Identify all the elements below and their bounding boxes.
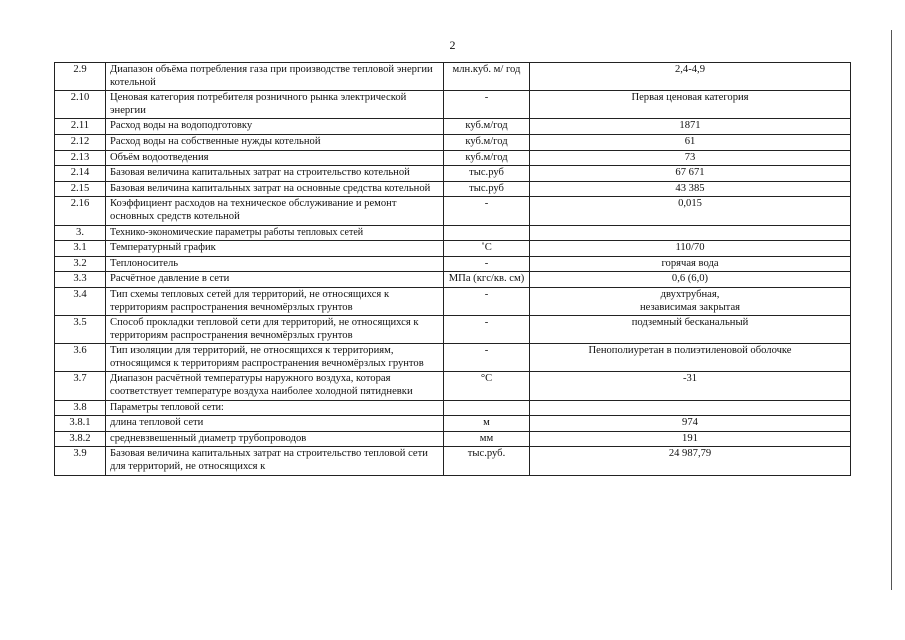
row-unit: - xyxy=(444,91,530,119)
row-number: 2.13 xyxy=(55,150,106,166)
row-number: 2.14 xyxy=(55,166,106,182)
table-row xyxy=(55,166,851,182)
row-value: 67 671 xyxy=(530,166,851,182)
row-unit: - xyxy=(444,316,530,344)
row-name: Температурный график xyxy=(106,241,444,257)
row-number: 2.9 xyxy=(55,63,106,91)
row-number: 3.2 xyxy=(55,256,106,272)
row-name: Расход воды на водоподготовку xyxy=(106,119,444,135)
row-number: 3.8 xyxy=(55,400,106,416)
row-value: 0,6 (6,0) xyxy=(530,272,851,288)
table-row xyxy=(55,416,851,432)
row-name: Способ прокладки тепловой сети для территорий, не относящихся к территориям распространения вечномёрзлых грунтов xyxy=(106,316,444,344)
page-edge-line xyxy=(891,30,892,590)
table-row xyxy=(55,287,851,315)
row-name: Базовая величина капитальных затрат на строительство тепловой сети для территорий, не относящихся к xyxy=(106,447,444,475)
table-row xyxy=(55,225,851,241)
table-row xyxy=(55,134,851,150)
row-value: Первая ценовая категория xyxy=(530,91,851,119)
row-number: 3.9 xyxy=(55,447,106,475)
row-value: двухтрубная, независимая закрытая xyxy=(530,287,851,315)
row-name: Коэффициент расходов на техническое обслуживание и ремонт основных средств котельной xyxy=(106,197,444,225)
row-name: Теплоноситель xyxy=(106,256,444,272)
table-row xyxy=(55,181,851,197)
row-name: Диапазон расчётной температуры наружного воздуха, которая соответствует температуре воздуха наиболее холодной пятидневки xyxy=(106,372,444,400)
row-number: 2.15 xyxy=(55,181,106,197)
row-value: -31 xyxy=(530,372,851,400)
row-value xyxy=(530,225,851,241)
row-name: Параметры тепловой сети: xyxy=(106,400,444,416)
row-number: 3.1 xyxy=(55,241,106,257)
row-value: 61 xyxy=(530,134,851,150)
row-unit xyxy=(444,400,530,416)
row-unit: - xyxy=(444,287,530,315)
row-value: 73 xyxy=(530,150,851,166)
row-unit: ˚С xyxy=(444,241,530,257)
parameters-table-body xyxy=(55,63,851,476)
row-value: горячая вода xyxy=(530,256,851,272)
table-row xyxy=(55,256,851,272)
row-unit: м xyxy=(444,416,530,432)
row-value: 43 385 xyxy=(530,181,851,197)
row-name: Диапазон объёма потребления газа при производстве тепловой энергии котельной xyxy=(106,63,444,91)
row-unit: тыс.руб xyxy=(444,181,530,197)
row-number: 2.12 xyxy=(55,134,106,150)
row-value: 1871 xyxy=(530,119,851,135)
row-name: Тип схемы тепловых сетей для территорий, не относящихся к территориям распространения вечномёрзлых грунтов xyxy=(106,287,444,315)
parameters-table xyxy=(54,62,851,476)
row-name: Объём водоотведения xyxy=(106,150,444,166)
row-number: 2.16 xyxy=(55,197,106,225)
table-row xyxy=(55,400,851,416)
row-unit: куб.м/год xyxy=(444,134,530,150)
table-row xyxy=(55,344,851,372)
row-number: 3.8.2 xyxy=(55,431,106,447)
row-unit: - xyxy=(444,344,530,372)
row-name: Расчётное давление в сети xyxy=(106,272,444,288)
row-name: Базовая величина капитальных затрат на основные средства котельной xyxy=(106,181,444,197)
row-unit: мм xyxy=(444,431,530,447)
row-name: Технико-экономические параметры работы тепловых сетей xyxy=(106,225,444,241)
row-unit: млн.куб. м/ год xyxy=(444,63,530,91)
table-row xyxy=(55,431,851,447)
row-value: Пенополиуретан в полиэтиленовой оболочке xyxy=(530,344,851,372)
row-value: 110/70 xyxy=(530,241,851,257)
row-unit: - xyxy=(444,256,530,272)
row-unit: куб.м/год xyxy=(444,150,530,166)
row-value: подземный бесканальный xyxy=(530,316,851,344)
page-number: 2 xyxy=(449,38,456,52)
row-unit: тыс.руб. xyxy=(444,447,530,475)
table-row xyxy=(55,150,851,166)
table-row xyxy=(55,272,851,288)
row-number: 3. xyxy=(55,225,106,241)
table-row xyxy=(55,372,851,400)
row-value: 0,015 xyxy=(530,197,851,225)
table-row xyxy=(55,316,851,344)
row-value xyxy=(530,400,851,416)
row-name: Тип изоляции для территорий, не относящихся к территориям, относящимся к территориям распространения вечномёрзлых грунтов xyxy=(106,344,444,372)
row-unit: °С xyxy=(444,372,530,400)
row-name: средневзвешенный диаметр трубопроводов xyxy=(106,431,444,447)
row-name: длина тепловой сети xyxy=(106,416,444,432)
row-value: 191 xyxy=(530,431,851,447)
row-number: 3.5 xyxy=(55,316,106,344)
row-number: 3.3 xyxy=(55,272,106,288)
row-number: 3.4 xyxy=(55,287,106,315)
table-row xyxy=(55,447,851,475)
row-number: 2.11 xyxy=(55,119,106,135)
row-number: 2.10 xyxy=(55,91,106,119)
row-unit: - xyxy=(444,197,530,225)
row-name: Расход воды на собственные нужды котельной xyxy=(106,134,444,150)
row-unit: куб.м/год xyxy=(444,119,530,135)
row-value: 24 987,79 xyxy=(530,447,851,475)
table-row xyxy=(55,197,851,225)
row-unit: тыс.руб xyxy=(444,166,530,182)
table-row xyxy=(55,91,851,119)
row-number: 3.6 xyxy=(55,344,106,372)
table-row xyxy=(55,241,851,257)
row-value: 974 xyxy=(530,416,851,432)
row-name: Базовая величина капитальных затрат на строительство котельной xyxy=(106,166,444,182)
row-value: 2,4-4,9 xyxy=(530,63,851,91)
table-row xyxy=(55,63,851,91)
row-number: 3.8.1 xyxy=(55,416,106,432)
row-name: Ценовая категория потребителя розничного рынка электрической энергии xyxy=(106,91,444,119)
row-unit: МПа (кгс/кв. см) xyxy=(444,272,530,288)
row-unit xyxy=(444,225,530,241)
row-number: 3.7 xyxy=(55,372,106,400)
table-row xyxy=(55,119,851,135)
